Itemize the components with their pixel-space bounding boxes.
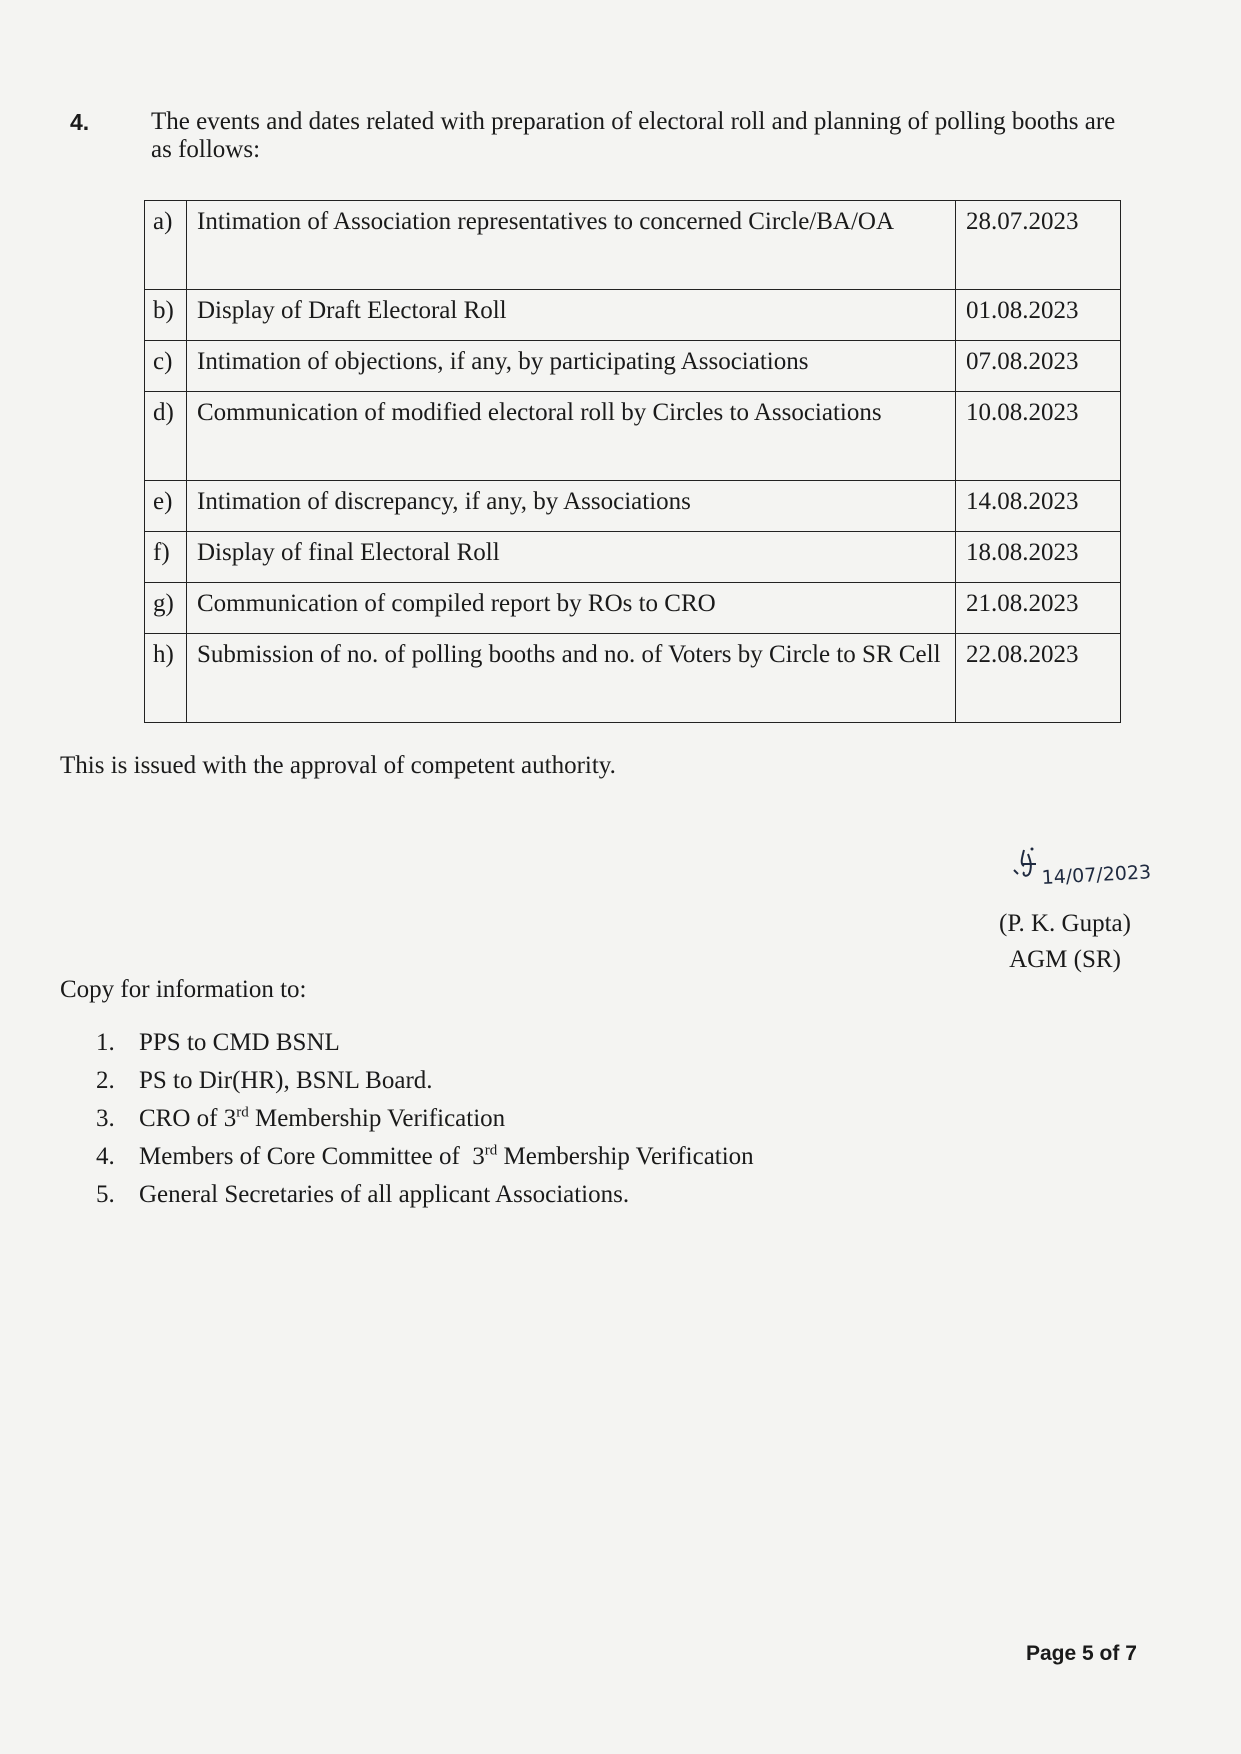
event-description: Communication of compiled report by ROs to CRO [187, 583, 956, 634]
event-description: Display of final Electoral Roll [187, 532, 956, 583]
event-description: Submission of no. of polling booths and no. of Voters by Circle to SR Cell [187, 634, 956, 723]
table-row [145, 201, 1121, 290]
table-row [145, 392, 1121, 481]
list-item-text: PPS to CMD BSNL [139, 1029, 340, 1056]
event-label: g) [145, 583, 187, 634]
table-row [145, 532, 1121, 583]
list-item-text: General Secretaries of all applicant Associations. [139, 1181, 630, 1208]
list-item [96, 1024, 754, 1062]
signature-date: 14/07/2023 [1041, 861, 1152, 889]
signatory-block [980, 906, 1150, 978]
list-item [96, 1138, 754, 1176]
table-row [145, 290, 1121, 341]
section-number: 4. [70, 109, 90, 135]
event-date: 28.07.2023 [956, 201, 1121, 290]
event-label: f) [145, 532, 187, 583]
list-item-number: 5. [96, 1181, 115, 1208]
event-label: b) [145, 290, 187, 341]
event-label: h) [145, 634, 187, 723]
event-date: 21.08.2023 [956, 583, 1121, 634]
table-row [145, 481, 1121, 532]
list-item-number: 2. [96, 1067, 115, 1094]
event-description: Display of Draft Electoral Roll [187, 290, 956, 341]
event-description: Intimation of Association representatives to concerned Circle/BA/OA [187, 201, 956, 290]
list-item-number: 4. [96, 1143, 115, 1170]
event-date: 22.08.2023 [956, 634, 1121, 723]
ordinal-suffix: rd [236, 1104, 249, 1121]
event-label: e) [145, 481, 187, 532]
handwritten-signature [1010, 840, 1160, 900]
copy-list [96, 1024, 754, 1214]
page-prefix: Page [1026, 1642, 1083, 1665]
table-row [145, 341, 1121, 392]
page-current: 5 [1082, 1642, 1094, 1665]
event-description: Communication of modified electoral roll by Circles to Associations [187, 392, 956, 481]
approval-statement: This is issued with the approval of competent authority. [60, 752, 616, 779]
event-date: 01.08.2023 [956, 290, 1121, 341]
signatory-name: (P. K. Gupta) [999, 910, 1131, 937]
page-number [1026, 1642, 1137, 1666]
event-date: 18.08.2023 [956, 532, 1121, 583]
list-item [96, 1100, 754, 1138]
signatory-designation: AGM (SR) [1009, 946, 1121, 973]
list-item [96, 1062, 754, 1100]
list-item-text-post: Membership Verification [248, 1105, 506, 1132]
event-date: 07.08.2023 [956, 341, 1121, 392]
list-item-text: PS to Dir(HR), BSNL Board. [139, 1067, 433, 1094]
page-total: 7 [1125, 1642, 1137, 1665]
section-intro: The events and dates related with preparation of electoral roll and planning of polling booths are as follows: [151, 108, 1116, 163]
event-label: c) [145, 341, 187, 392]
list-item-number: 1. [96, 1029, 115, 1056]
event-description: Intimation of objections, if any, by participating Associations [187, 341, 956, 392]
event-label: a) [145, 201, 187, 290]
page-mid: of [1093, 1642, 1126, 1665]
event-date: 14.08.2023 [956, 481, 1121, 532]
list-item [96, 1176, 754, 1214]
list-item-number: 3. [96, 1105, 115, 1132]
ordinal-suffix: rd [484, 1142, 498, 1159]
list-item-text-pre: Members of Core Committee of 3 [139, 1143, 485, 1170]
table-row [145, 583, 1121, 634]
list-item-text-pre: CRO of 3 [139, 1105, 237, 1132]
event-label: d) [145, 392, 187, 481]
list-item-text-post: Membership Verification [497, 1143, 754, 1170]
event-date: 10.08.2023 [956, 392, 1121, 481]
table-row [145, 634, 1121, 723]
copy-title: Copy for information to: [60, 976, 307, 1003]
events-table [144, 200, 1121, 723]
event-description: Intimation of discrepancy, if any, by Associations [187, 481, 956, 532]
